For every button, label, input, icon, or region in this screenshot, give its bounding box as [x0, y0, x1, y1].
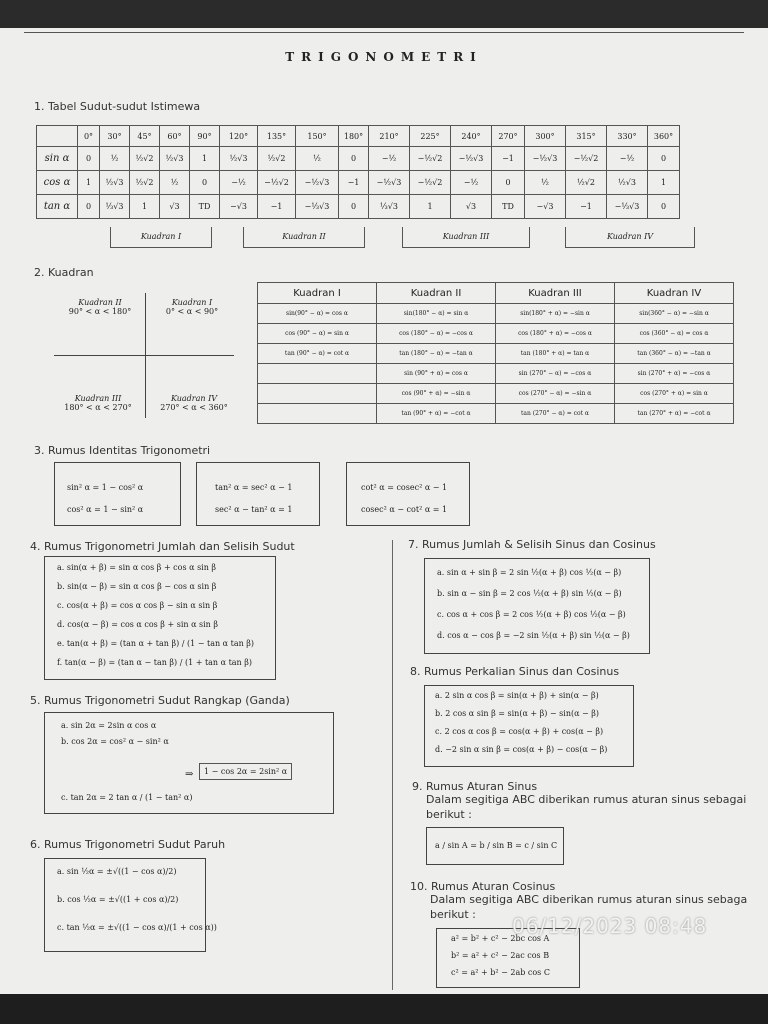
formula-item: c. cos(α + β) = cos α cos β − sin α sin β [57, 601, 218, 610]
table-cell: −½√3 [296, 171, 339, 195]
quadrant-header: Kuadran II [377, 283, 496, 304]
table-cell: ½ [296, 147, 339, 171]
table-cell: ⅓√3 [369, 195, 410, 219]
table-row [37, 171, 680, 195]
quadrant-1-range: 0° < α < 90° [165, 307, 219, 316]
formula-item: b. sin(α − β) = sin α cos β − cos α sin β [57, 582, 217, 591]
section-3-heading: 3. Rumus Identitas Trigonometri [34, 444, 211, 457]
table-cell: tan (90° − α) = cot α [258, 344, 377, 364]
table-cell: ½√3 [100, 171, 130, 195]
table-cell: −1 [492, 147, 525, 171]
formula-item: c² = a² + b² − 2ab cos C [451, 968, 550, 977]
table-cell: ½√2 [258, 147, 296, 171]
table-cell: tan (270° + α) = −cot α [615, 404, 734, 424]
table-cell: cos (180° + α) = −cos α [496, 324, 615, 344]
double-angle-box [44, 712, 334, 814]
quadrant-2-name: Kuadran II [78, 298, 122, 307]
quadrant-4-name: Kuadran IV [170, 394, 218, 403]
table-cell: sin (90° + α) = cos α [377, 364, 496, 384]
formula-item: a. 2 sin α cos β = sin(α + β) + sin(α − β) [435, 691, 599, 700]
document-page [0, 28, 768, 994]
table-row [37, 195, 680, 219]
table-cell: 1 [648, 171, 680, 195]
table-cell: √3 [160, 195, 190, 219]
section-5-heading: 5. Rumus Trigonometri Sudut Rangkap (Ganda) [30, 694, 290, 707]
table-cell: 0 [339, 147, 369, 171]
angle-header: 360° [648, 126, 680, 147]
formula-item: a² = b² + c² − 2bc cos A [451, 934, 550, 943]
table-cell: −½√2 [566, 147, 607, 171]
photo-bottom-edge [0, 994, 768, 1024]
sum-to-product-box [424, 558, 650, 654]
table-cell: sin(180° − α) = sin α [377, 304, 496, 324]
table-cell: −√3 [220, 195, 258, 219]
half-angle-box [44, 858, 217, 952]
formula-item: b. sin α − sin β = 2 cos ½(α + β) sin ½(α − β) [437, 589, 622, 598]
table-cell: −⅓√3 [607, 195, 648, 219]
formula-item: d. cos α − cos β = −2 sin ½(α + β) sin ½(α − β) [437, 631, 630, 640]
formula-item: d. −2 sin α sin β = cos(α + β) − cos(α − β) [435, 745, 608, 754]
section-9-desc-2: berikut : [426, 808, 472, 821]
section-8-heading: 8. Rumus Perkalian Sinus dan Cosinus [410, 665, 620, 678]
identity-line: cos² α = 1 − sin² α [67, 505, 144, 514]
table-cell: tan (360° − α) = −tan α [615, 344, 734, 364]
table-cell: −½√2 [410, 171, 451, 195]
section-4-heading: 4. Rumus Trigonometri Jumlah dan Selisih Sudut [30, 540, 295, 553]
table-cell: √3 [451, 195, 492, 219]
section-10-desc-2: berikut : [430, 908, 476, 921]
quadrant-label-1: Kuadran I [110, 227, 212, 248]
section-10-desc-1: Dalam segitiga ABC diberikan rumus aturan sinus sebaga [430, 893, 748, 906]
table-cell: 1 [410, 195, 451, 219]
angle-header: 210° [369, 126, 410, 147]
table-cell: −√3 [525, 195, 566, 219]
angle-header: 240° [451, 126, 492, 147]
quadrant-3-name: Kuadran III [74, 394, 122, 403]
table-cell: ½√3 [607, 171, 648, 195]
table-cell: tan (270° − α) = cot α [496, 404, 615, 424]
table-cell: −1 [566, 195, 607, 219]
section-9-desc-1: Dalam segitiga ABC diberikan rumus aturan sinus sebagai [426, 793, 747, 806]
table-cell: 0 [78, 195, 100, 219]
formula-item: f. tan(α − β) = (tan α − tan β) / (1 + tan α tan β) [57, 658, 252, 667]
row-label: tan α [37, 195, 78, 219]
sine-rule-box [426, 827, 564, 865]
quadrant-3-range: 180° < α < 270° [64, 403, 132, 412]
table-cell: 0 [648, 147, 680, 171]
identity-line: sec² α − tan² α = 1 [215, 505, 293, 514]
table-row [258, 404, 734, 424]
angle-header: 60° [160, 126, 190, 147]
table-cell: tan (90° + α) = −cot α [377, 404, 496, 424]
formula-item: b² = a² + c² − 2ac cos B [451, 951, 550, 960]
sum-difference-box [44, 556, 276, 680]
table-cell [258, 404, 377, 424]
page-title: TRIGONOMETRI [285, 50, 483, 64]
formula-item: b. cos ½α = ±√((1 + cos α)/2) [57, 895, 179, 904]
section-7-heading: 7. Rumus Jumlah & Selisih Sinus dan Cosinus [408, 538, 656, 551]
table-cell: cos (270° + α) = sin α [615, 384, 734, 404]
table-cell: −½ [451, 171, 492, 195]
table-cell: TD [190, 195, 220, 219]
table-cell: 0 [492, 171, 525, 195]
angle-header: 315° [566, 126, 607, 147]
section-1-heading: 1. Tabel Sudut-sudut Istimewa [34, 100, 201, 113]
table-cell: cos (360° − α) = cos α [615, 324, 734, 344]
quadrant-header: Kuadran III [496, 283, 615, 304]
table-cell: ½ [100, 147, 130, 171]
table-cell [258, 364, 377, 384]
section-6-heading: 6. Rumus Trigonometri Sudut Paruh [30, 838, 226, 851]
angle-header: 120° [220, 126, 258, 147]
angle-header: 0° [78, 126, 100, 147]
table-cell: sin (270° + α) = −cos α [615, 364, 734, 384]
table-cell: cos (270° − α) = −sin α [496, 384, 615, 404]
identity-line: sin² α = 1 − cos² α [67, 483, 144, 492]
table-cell: −½ [220, 171, 258, 195]
identity-line: tan² α = sec² α − 1 [215, 483, 293, 492]
identity-box-sin-cos [54, 462, 181, 526]
angle-header: 180° [339, 126, 369, 147]
identity-line: cot² α = cosec² α − 1 [361, 483, 448, 492]
angle-header: 270° [492, 126, 525, 147]
column-divider [392, 540, 393, 990]
quadrant-horizontal-axis [54, 355, 234, 356]
table-cell: −1 [339, 171, 369, 195]
table-cell: 1 [190, 147, 220, 171]
quadrant-2-label [58, 298, 142, 316]
table-row [37, 147, 680, 171]
boxed-result: 1 − cos 2α = 2sin² α [199, 763, 292, 780]
quadrant-2-range: 90° < α < 180° [68, 307, 132, 316]
quadrant-1-name: Kuadran I [171, 298, 213, 307]
row-label: cos α [37, 171, 78, 195]
quadrant-header: Kuadran IV [615, 283, 734, 304]
table-cell: ½√2 [130, 147, 160, 171]
double-angle-item: b. cos 2α = cos² α − sin² α [61, 737, 169, 746]
quadrant-3-label [54, 394, 142, 412]
quadrant-label-2: Kuadran II [243, 227, 365, 248]
table-cell: 1 [130, 195, 160, 219]
table-row [258, 304, 734, 324]
table-cell: tan (180° − α) = −tan α [377, 344, 496, 364]
table-cell: 0 [648, 195, 680, 219]
table-cell: −½√3 [525, 147, 566, 171]
table-cell: sin(180° + α) = −sin α [496, 304, 615, 324]
table-row [258, 324, 734, 344]
table-cell: sin (270° − α) = −cos α [496, 364, 615, 384]
angle-header: 90° [190, 126, 220, 147]
formula-item: c. tan ½α = ±√((1 − cos α)/(1 + cos α)) [57, 923, 217, 932]
table-cell: −½√3 [451, 147, 492, 171]
angle-header: 150° [296, 126, 339, 147]
table-cell: ½√3 [160, 147, 190, 171]
quadrant-4-range: 270° < α < 360° [160, 403, 228, 412]
section-10-heading: 10. Rumus Aturan Cosinus [410, 880, 556, 893]
table-cell: cos (90° − α) = sin α [258, 324, 377, 344]
identity-box-cot-cosec [346, 462, 470, 526]
table-corner [37, 126, 78, 147]
section-9-heading: 9. Rumus Aturan Sinus [412, 780, 538, 793]
table-cell: sin(360° − α) = −sin α [615, 304, 734, 324]
implies-arrow: ⇒ [185, 769, 194, 780]
table-cell: −⅓√3 [296, 195, 339, 219]
table-cell: ½ [160, 171, 190, 195]
table-cell: ½√3 [220, 147, 258, 171]
table-cell: 1 [78, 171, 100, 195]
table-cell: ⅓√3 [100, 195, 130, 219]
table-cell: −½√2 [410, 147, 451, 171]
formula-item: e. tan(α + β) = (tan α + tan β) / (1 − tan α tan β) [57, 639, 255, 648]
double-angle-tan: c. tan 2α = 2 tan α / (1 − tan² α) [61, 793, 193, 802]
table-row [258, 344, 734, 364]
row-label: sin α [37, 147, 78, 171]
product-to-sum-box [424, 685, 634, 767]
table-cell [258, 384, 377, 404]
table-cell: TD [492, 195, 525, 219]
angle-header: 300° [525, 126, 566, 147]
quadrant-header: Kuadran I [258, 283, 377, 304]
double-angle-item: a. sin 2α = 2sin α cos α [61, 721, 157, 730]
formula-item: c. 2 cos α cos β = cos(α + β) + cos(α − β) [435, 727, 604, 736]
formula-item: a. sin α + sin β = 2 sin ½(α + β) cos ½(α − β) [437, 568, 622, 577]
special-angles-table [36, 125, 680, 219]
angle-header: 225° [410, 126, 451, 147]
identity-line: cosec² α − cot² α = 1 [361, 505, 448, 514]
table-cell: ½√2 [130, 171, 160, 195]
table-cell: 0 [190, 171, 220, 195]
formula-item: c. cos α + cos β = 2 cos ½(α + β) cos ½(α − β) [437, 610, 626, 619]
section-2-heading: 2. Kuadran [34, 266, 94, 279]
sine-rule-formula: a / sin A = b / sin B = c / sin C [435, 841, 558, 850]
table-cell: cos (180° − α) = −cos α [377, 324, 496, 344]
table-cell: ½√2 [566, 171, 607, 195]
top-rule [24, 32, 744, 33]
formula-item: a. sin(α + β) = sin α cos β + cos α sin β [57, 563, 217, 572]
table-row [258, 364, 734, 384]
quadrant-1-label [150, 298, 234, 316]
table-cell: −½√3 [369, 171, 410, 195]
table-cell: −½ [369, 147, 410, 171]
table-cell: −½ [607, 147, 648, 171]
formula-item: a. sin ½α = ±√((1 − cos α)/2) [57, 867, 177, 876]
angle-header: 330° [607, 126, 648, 147]
angle-header: 45° [130, 126, 160, 147]
table-cell: −½√2 [258, 171, 296, 195]
angle-header: 30° [100, 126, 130, 147]
quadrant-label-4: Kuadran IV [565, 227, 695, 248]
table-cell: 0 [339, 195, 369, 219]
angle-header: 135° [258, 126, 296, 147]
identity-box-tan-sec [196, 462, 320, 526]
quadrant-relations-table [257, 282, 734, 424]
table-cell: cos (90° + α) = −sin α [377, 384, 496, 404]
quadrant-4-label [150, 394, 238, 412]
table-cell: sin(90° − α) = cos α [258, 304, 377, 324]
quadrant-label-3: Kuadran III [402, 227, 530, 248]
formula-item: d. cos(α − β) = cos α cos β + sin α sin β [57, 620, 218, 629]
table-cell: −1 [258, 195, 296, 219]
table-cell: tan (180° + α) = tan α [496, 344, 615, 364]
formula-item: b. 2 cos α sin β = sin(α + β) − sin(α − β) [435, 709, 600, 718]
table-row [258, 384, 734, 404]
table-cell: ½ [525, 171, 566, 195]
photo-timestamp: 06/12/2023 08:48 [512, 914, 708, 938]
table-cell: 0 [78, 147, 100, 171]
